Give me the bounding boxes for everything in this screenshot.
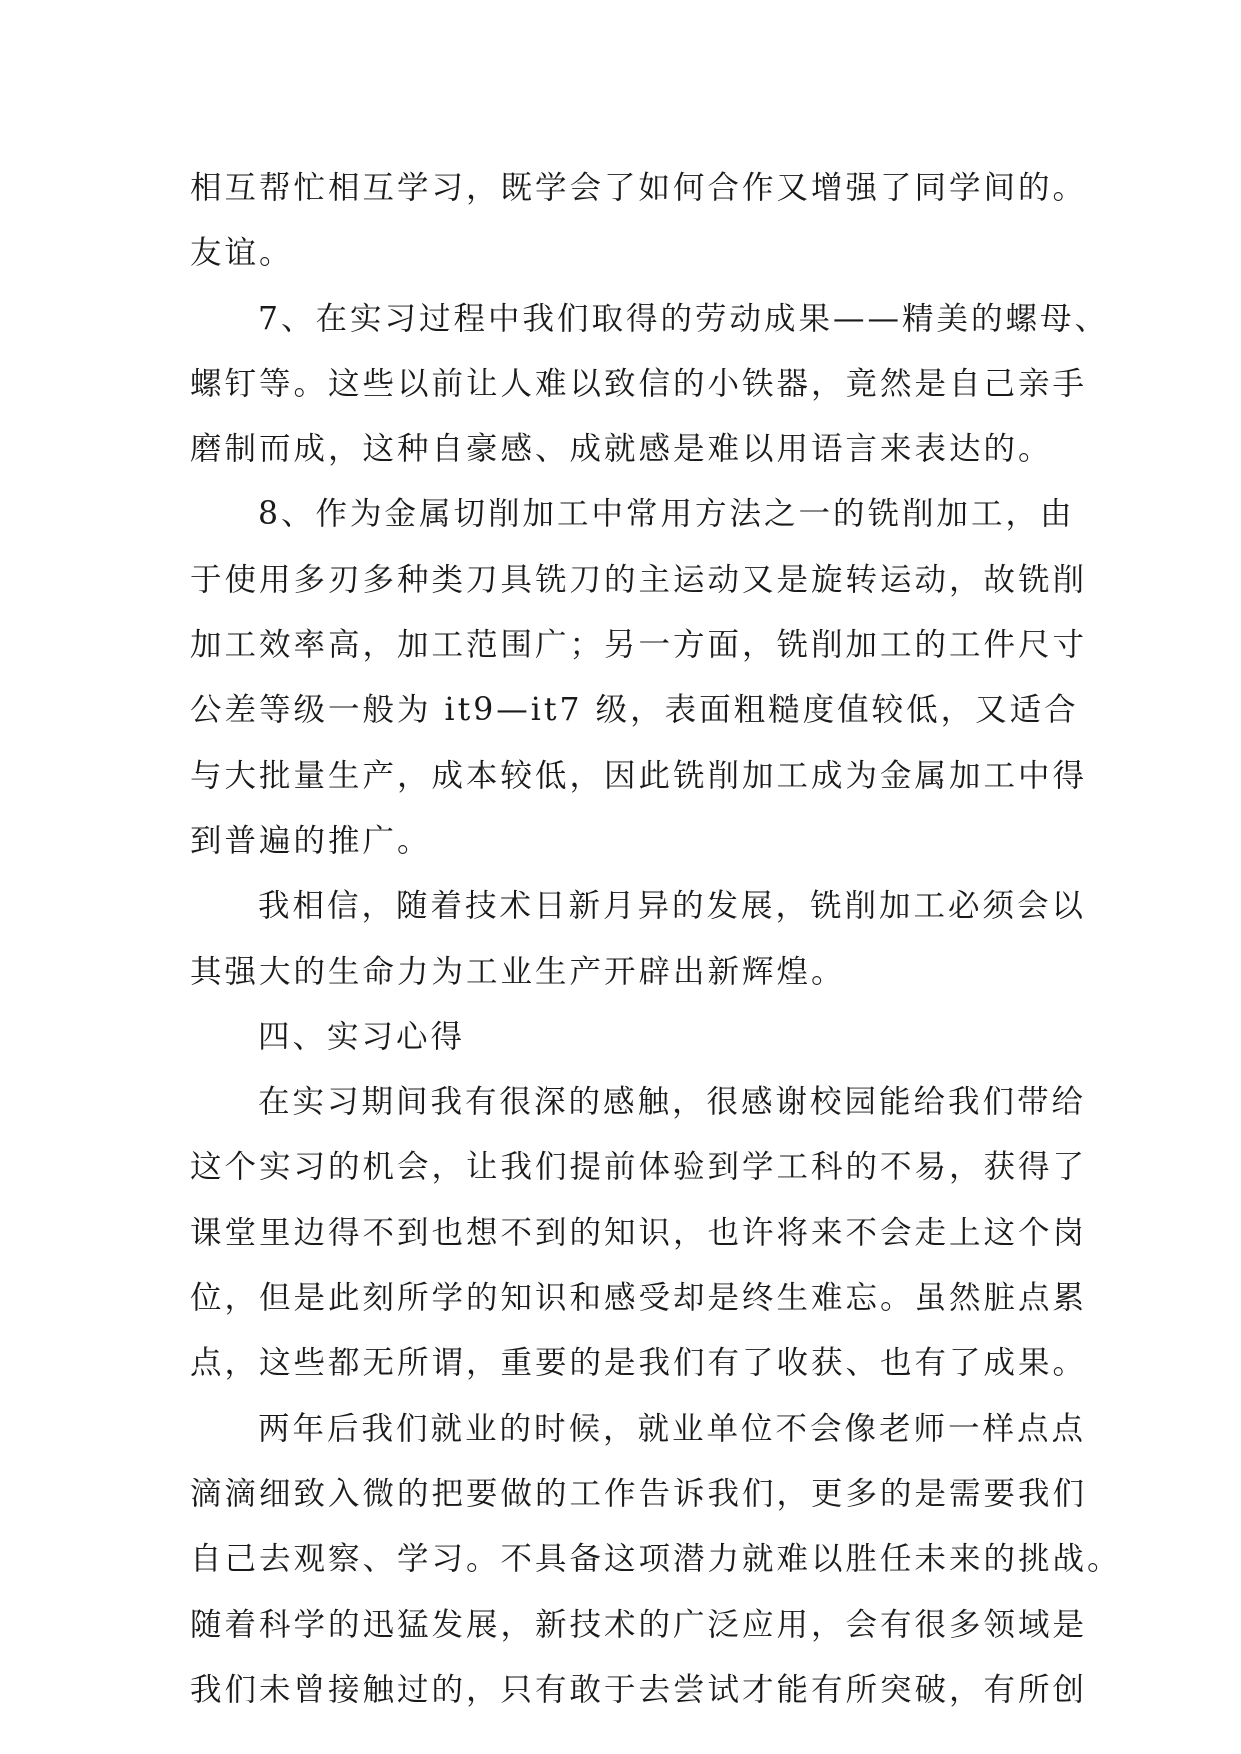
section-heading: 四、实习心得 [258,1018,466,1055]
text-line-23: 随着科学的迅猛发展，新技术的广泛应用，会有很多领域是 [190,1606,1088,1643]
text-line-13: 其强大的生命力为工业生产开辟出新辉煌。 [190,953,846,990]
text-line-15: 在实习期间我有很深的感触，很感谢校园能给我们带给 [258,1084,1087,1121]
text-line-6: 8、作为金属切削加工中常用方法之一的铣削加工，由 [258,496,1075,533]
text-line-3: 7、在实习过程中我们取得的劳动成果——精美的螺母、 [258,300,1110,337]
text-line-11: 到普遍的推广。 [190,822,432,859]
document-body [190,156,1122,1723]
text-line-18: 位，但是此刻所学的知识和感受却是终生难忘。虽然脏点累 [190,1280,1088,1317]
text-line-16: 这个实习的机会，让我们提前体验到学工科的不易，获得了 [190,1149,1088,1186]
text-line-21: 滴滴细致入微的把要做的工作告诉我们，更多的是需要我们 [190,1475,1088,1512]
text-line-17: 课堂里边得不到也想不到的知识，也许将来不会走上这个岗 [190,1214,1088,1251]
text-line-22: 自己去观察、学习。不具备这项潜力就难以胜任未来的挑战。 [190,1541,1122,1578]
text-line-20: 两年后我们就业的时候，就业单位不会像老师一样点点 [258,1410,1087,1447]
text-line-1: 相互帮忙相互学习，既学会了如何合作又增强了同学间的。 [190,170,1088,206]
text-line-24: 我们未曾接触过的，只有敢于去尝试才能有所突破，有所创 [190,1671,1088,1708]
text-line-10: 与大批量生产，成本较低，因此铣削加工成为金属加工中得 [190,757,1088,794]
text-line-19: 点，这些都无所谓，重要的是我们有了收获、也有了成果。 [190,1345,1088,1382]
text-line-5: 磨制而成，这种自豪感、成就感是难以用语言来表达的。 [190,431,1053,468]
text-line-4: 螺钉等。这些以前让人难以致信的小铁器，竟然是自己亲手 [190,365,1088,402]
text-line-2: 友谊。 [190,235,294,272]
text-line-7: 于使用多刃多种类刀具铣刀的主运动又是旋转运动，故铣削 [190,561,1088,598]
text-line-9: 公差等级一般为 it9—it7 级，表面粗糙度值较低，又适合 [190,692,1079,729]
text-line-8: 加工效率高，加工范围广；另一方面，铣削加工的工件尺寸 [190,627,1088,664]
text-line-12: 我相信，随着技术日新月异的发展，铣削加工必须会以 [258,888,1087,925]
